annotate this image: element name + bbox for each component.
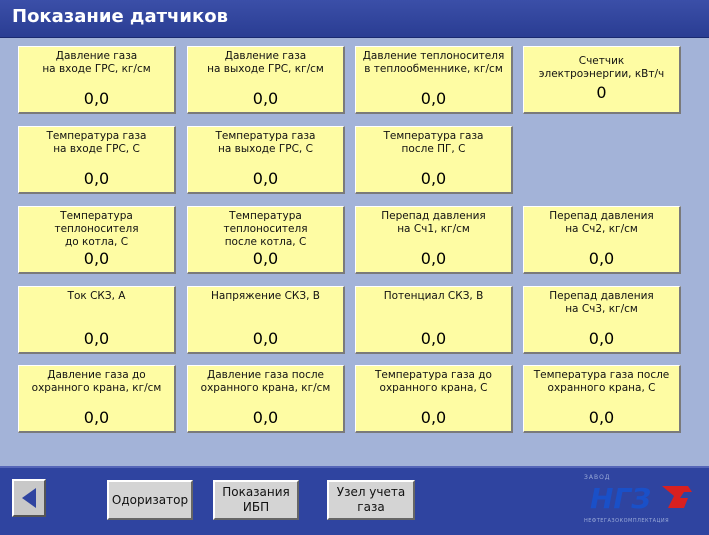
sensor-label: Давление газа на входе ГРС, кг/см [42,50,151,75]
sensor-label: Давление газа на выходе ГРС, кг/см [207,50,324,75]
page-title: Показание датчиков [12,6,228,27]
sensor-label: Напряжение СКЗ, В [211,290,320,302]
sensor-label: Температура газа до охранного крана, С [375,369,492,394]
logo-arrow-shape [662,486,692,508]
sensor-card [355,286,513,354]
sensor-card [355,46,513,114]
sensor-label: Температура газа на входе ГРС, С [46,130,147,155]
logo-bottom-text: НЕФТЕГАЗОКОМПЛЕКТАЦИЯ [584,518,670,524]
odorizer-button-label: Одоризатор [111,492,189,507]
sensor-value: 0,0 [252,169,279,188]
ups-readings-button-label: Показания ИБП [222,485,290,514]
sensor-label: Температура теплоносителя после котла, С [223,210,308,248]
sensor-value: 0,0 [588,408,615,427]
sensor-label: Ток СКЗ, А [67,290,126,302]
sensor-card [523,365,681,433]
sensor-label: Температура газа после охранного крана, С [533,369,670,394]
back-arrow-icon [22,488,36,508]
sensor-value: 0,0 [83,408,110,427]
sensor-card [18,126,176,194]
sensor-label: Перепад давления на Сч2, кг/см [549,210,654,235]
sensor-value: 0,0 [420,249,447,268]
odorizer-button[interactable] [107,480,193,520]
sensor-card [18,46,176,114]
sensor-card [18,365,176,433]
logo-mark-icon [588,482,696,512]
ups-readings-button[interactable] [213,480,299,520]
sensor-label: Перепад давления на Сч3, кг/см [549,290,654,315]
sensor-label: Перепад давления на Сч1, кг/см [381,210,486,235]
sensor-label: Счетчик электроэнергии, кВт/ч [538,55,665,80]
sensor-card [18,286,176,354]
company-logo [584,472,702,530]
sensor-card [187,365,345,433]
sensor-label: Температура газа после ПГ, С [383,130,484,155]
sensor-card [355,126,513,194]
sensor-card [523,286,681,354]
sensor-card [187,46,345,114]
sensor-value: 0,0 [588,249,615,268]
sensor-value: 0,0 [588,329,615,348]
sensor-label: Температура газа на выходе ГРС, С [215,130,316,155]
sensor-value: 0,0 [252,329,279,348]
sensor-label: Давление теплоносителя в теплообменнике, кг/см [362,50,505,75]
sensor-value: 0 [596,83,607,102]
logo-top-text: ЗАВОД [584,474,611,481]
sensor-value: 0,0 [420,89,447,108]
sensor-value: 0,0 [252,408,279,427]
sensor-label: Давление газа после охранного крана, кг/см [200,369,331,394]
sensor-value: 0,0 [420,169,447,188]
logo-mark-text: НГЗ [590,482,652,512]
sensor-label: Температура теплоносителя до котла, С [54,210,139,248]
sensor-value: 0,0 [252,89,279,108]
sensor-card [18,206,176,274]
gas-meter-button[interactable] [327,480,415,520]
sensor-value: 0,0 [420,329,447,348]
sensor-card [187,206,345,274]
sensor-value: 0,0 [83,169,110,188]
sensor-label: Потенциал СКЗ, В [383,290,484,302]
sensor-value: 0,0 [83,249,110,268]
back-button[interactable] [12,479,46,517]
sensor-card [187,286,345,354]
sensor-card [523,46,681,114]
sensor-card [355,365,513,433]
sensor-value: 0,0 [420,408,447,427]
sensor-card [355,206,513,274]
gas-meter-button-label: Узел учета газа [336,485,406,514]
sensor-value: 0,0 [83,329,110,348]
sensor-card [523,206,681,274]
sensor-value: 0,0 [252,249,279,268]
sensor-value: 0,0 [83,89,110,108]
sensor-card [187,126,345,194]
sensor-label: Давление газа до охранного крана, кг/см [31,369,162,394]
